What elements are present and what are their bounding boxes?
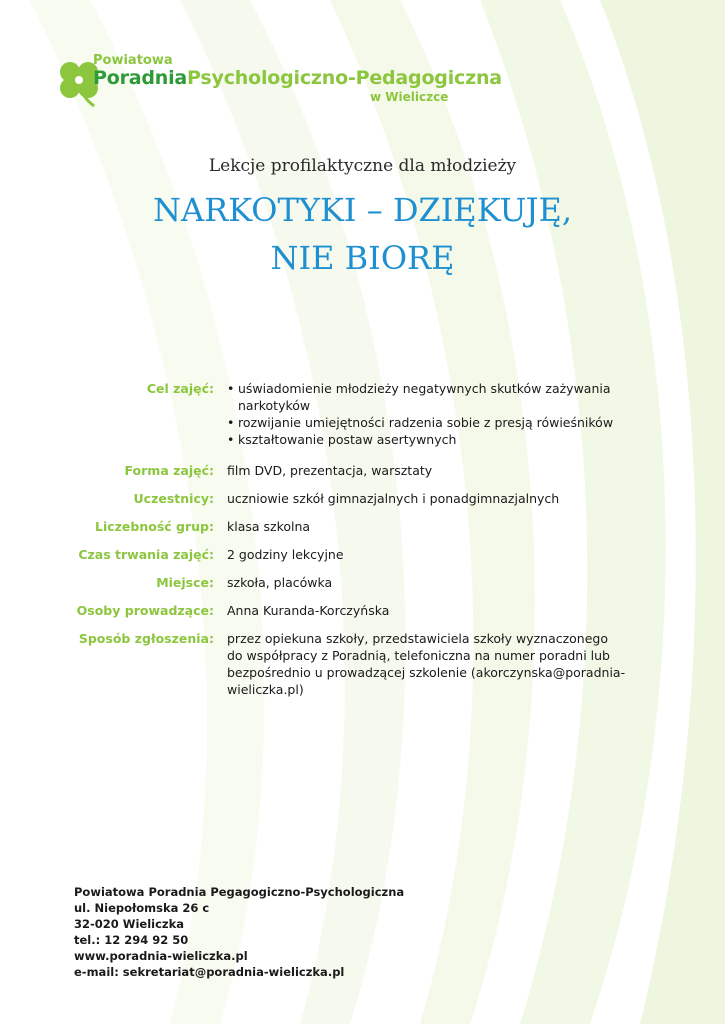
detail-value: szkoła, placówka [227, 575, 333, 590]
goal-item: • rozwijanie umiejętności radzenia sobie z presją rówieśników [227, 414, 627, 431]
logo-line-2a: Poradnia [93, 67, 188, 89]
goal-list [227, 380, 627, 448]
detail-label: Uczestnicy: [133, 491, 214, 506]
footer-city: 32-020 Wieliczka [74, 917, 185, 931]
detail-label: Czas trwania zajęć: [78, 547, 214, 562]
detail-value: film DVD, prezentacja, warsztaty [227, 463, 433, 478]
goal-item: • uświadomienie młodzieży negatywnych skutków zażywania narkotyków [227, 380, 627, 414]
detail-value: 2 godziny lekcyjne [227, 547, 344, 562]
goal-item: • kształtowanie postaw asertywnych [227, 431, 627, 448]
page-title [0, 186, 725, 282]
footer-org: Powiatowa Poradnia Pegagogiczno-Psychologiczna [74, 885, 405, 899]
signup-line: przez opiekuna szkoły, przedstawiciela szkoły wyznaczonego [227, 631, 608, 646]
signup-line: wieliczka.pl) [227, 682, 304, 697]
detail-value [227, 380, 627, 448]
detail-label: Osoby prowadzące: [76, 603, 214, 618]
logo-line-2b: Psychologiczno-Pedagogiczna [187, 67, 502, 89]
footer-street: ul. Niepołomska 26 c [74, 901, 210, 915]
footer-website: www.poradnia-wieliczka.pl [74, 949, 248, 963]
detail-value: uczniowie szkół gimnazjalnych i ponadgimnazjalnych [227, 491, 560, 506]
page-subtitle: Lekcje profilaktyczne dla młodzieży [208, 156, 517, 176]
detail-label: Liczebność grup: [94, 519, 214, 534]
detail-label: Miejsce: [156, 575, 214, 590]
footer-email: e-mail: sekretariat@poradnia-wieliczka.pl [74, 965, 345, 979]
signup-line: do współpracy z Poradnią, telefoniczna na numer poradni lub [227, 648, 610, 663]
detail-label: Sposób zgłoszenia: [78, 631, 214, 646]
detail-label: Cel zajęć: [146, 381, 214, 396]
logo-line-3: w Wieliczce [370, 90, 449, 104]
logo-line-2 [93, 67, 502, 89]
footer-phone: tel.: 12 294 92 50 [74, 933, 189, 947]
title-line-1: NARKOTYKI – DZIĘKUJĘ, [153, 191, 572, 229]
detail-value: klasa szkolna [227, 519, 311, 534]
organization-logo [56, 52, 526, 110]
detail-label: Forma zajęć: [124, 463, 214, 478]
detail-value [227, 630, 627, 698]
logo-line-1: Powiatowa [93, 53, 173, 68]
title-line-2: NIE BIORĘ [270, 239, 455, 277]
signup-line: bezpośrednio u prowadzącej szkolenie (akorczynska@poradnia- [227, 665, 626, 680]
footer-contact [74, 884, 404, 980]
detail-value: Anna Kuranda-Korczyńska [227, 603, 390, 618]
